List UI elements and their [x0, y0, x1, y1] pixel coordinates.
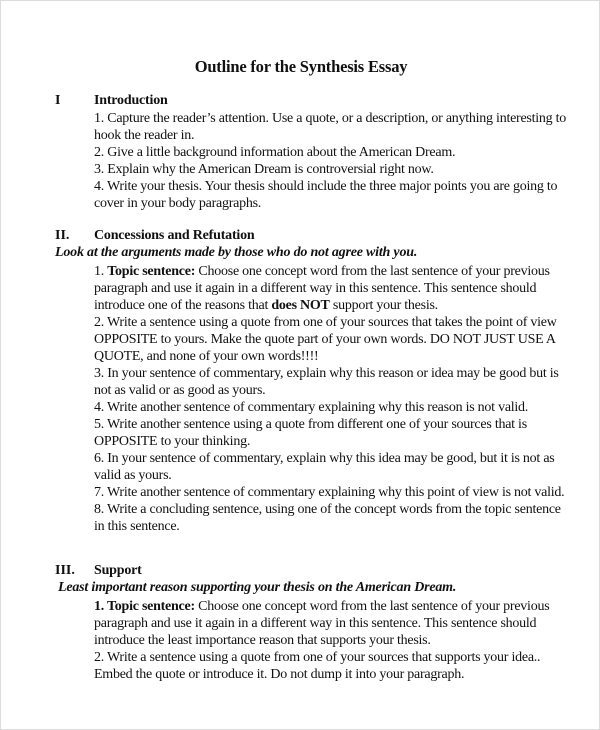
outline-line: OPPOSITE to your thinking.: [94, 434, 251, 449]
outline-line: introduce the least importance reason that supports your thesis.: [94, 633, 431, 648]
outline-line: in this sentence.: [94, 519, 180, 534]
section-heading: Support: [94, 563, 142, 578]
outline-line: 3. Explain why the American Dream is controversial right now.: [94, 162, 434, 177]
outline-line: 2. Write a sentence using a quote from one of your sources that takes the point of view: [94, 315, 557, 330]
document-title: Outline for the Synthesis Essay: [194, 57, 408, 76]
topic-sentence-label: Topic sentence:: [107, 264, 196, 279]
outline-line: 2. Write a sentence using a quote from one of your sources that supports your idea..: [94, 650, 541, 665]
outline-line: OPPOSITE to yours. Make the quote part of your own words. DO NOT JUST USE A: [94, 332, 556, 347]
section-subheading: Least important reason supporting your thesis on the American Dream.: [58, 580, 457, 595]
outline-line: 8. Write a concluding sentence, using one of the concept words from the topic sentence: [94, 502, 561, 517]
outline-line: not as valid or as good as yours.: [94, 383, 266, 398]
line-text: support your thesis.: [329, 298, 438, 313]
outline-line: 6. In your sentence of commentary, explain why this idea may be good, but it is not as: [94, 451, 555, 466]
outline-line: 3. In your sentence of commentary, explain why this reason or idea may be good but is: [94, 366, 559, 381]
outline-line: [94, 598, 549, 615]
outline-line: [94, 263, 550, 280]
outline-line: 1. Capture the reader’s attention. Use a quote, or a description, or anything interesting to: [94, 111, 567, 126]
line-text: Choose one concept word from the last sentence of your previous: [195, 264, 550, 279]
outline-line: cover in your body paragraphs.: [94, 196, 262, 211]
outline-line: hook the reader in.: [94, 128, 195, 143]
outline-line: paragraph and use it again in a different way in this sentence. This sentence should: [94, 281, 537, 296]
line-text: introduce one of the reasons that: [94, 298, 272, 313]
outline-line: [94, 297, 438, 314]
outline-line: paragraph and use it again in a different way in this sentence. This sentence should: [94, 616, 537, 631]
section-number: III.: [55, 563, 75, 578]
outline-line: valid as yours.: [94, 468, 172, 483]
outline-line: QUOTE, and none of your own words!!!!: [94, 349, 319, 364]
outline-line: 7. Write another sentence of commentary explaining why this point of view is not valid.: [94, 485, 565, 500]
outline-line: 4. Write your thesis. Your thesis should include the three major points you are going to: [94, 179, 558, 194]
outline-line: 2. Give a little background information about the American Dream.: [94, 145, 456, 160]
section-number: II.: [55, 228, 70, 243]
section-heading: Concessions and Refutation: [94, 228, 255, 243]
section-subheading: Look at the arguments made by those who do not agree with you.: [55, 245, 418, 260]
outline-line: 5. Write another sentence using a quote from different one of your sources that is: [94, 417, 527, 432]
section-heading: Introduction: [94, 93, 168, 108]
section-number: I: [55, 93, 61, 108]
line-text: 1.: [94, 264, 108, 279]
topic-sentence-label: 1. Topic sentence:: [94, 599, 195, 614]
outline-line: Embed the quote or introduce it. Do not dump it into your paragraph.: [94, 667, 465, 682]
emphasis-text: does NOT: [271, 298, 330, 313]
outline-line: 4. Write another sentence of commentary explaining why this reason is not valid.: [94, 400, 529, 415]
line-text: Choose one concept word from the last sentence of your previous: [194, 599, 550, 614]
